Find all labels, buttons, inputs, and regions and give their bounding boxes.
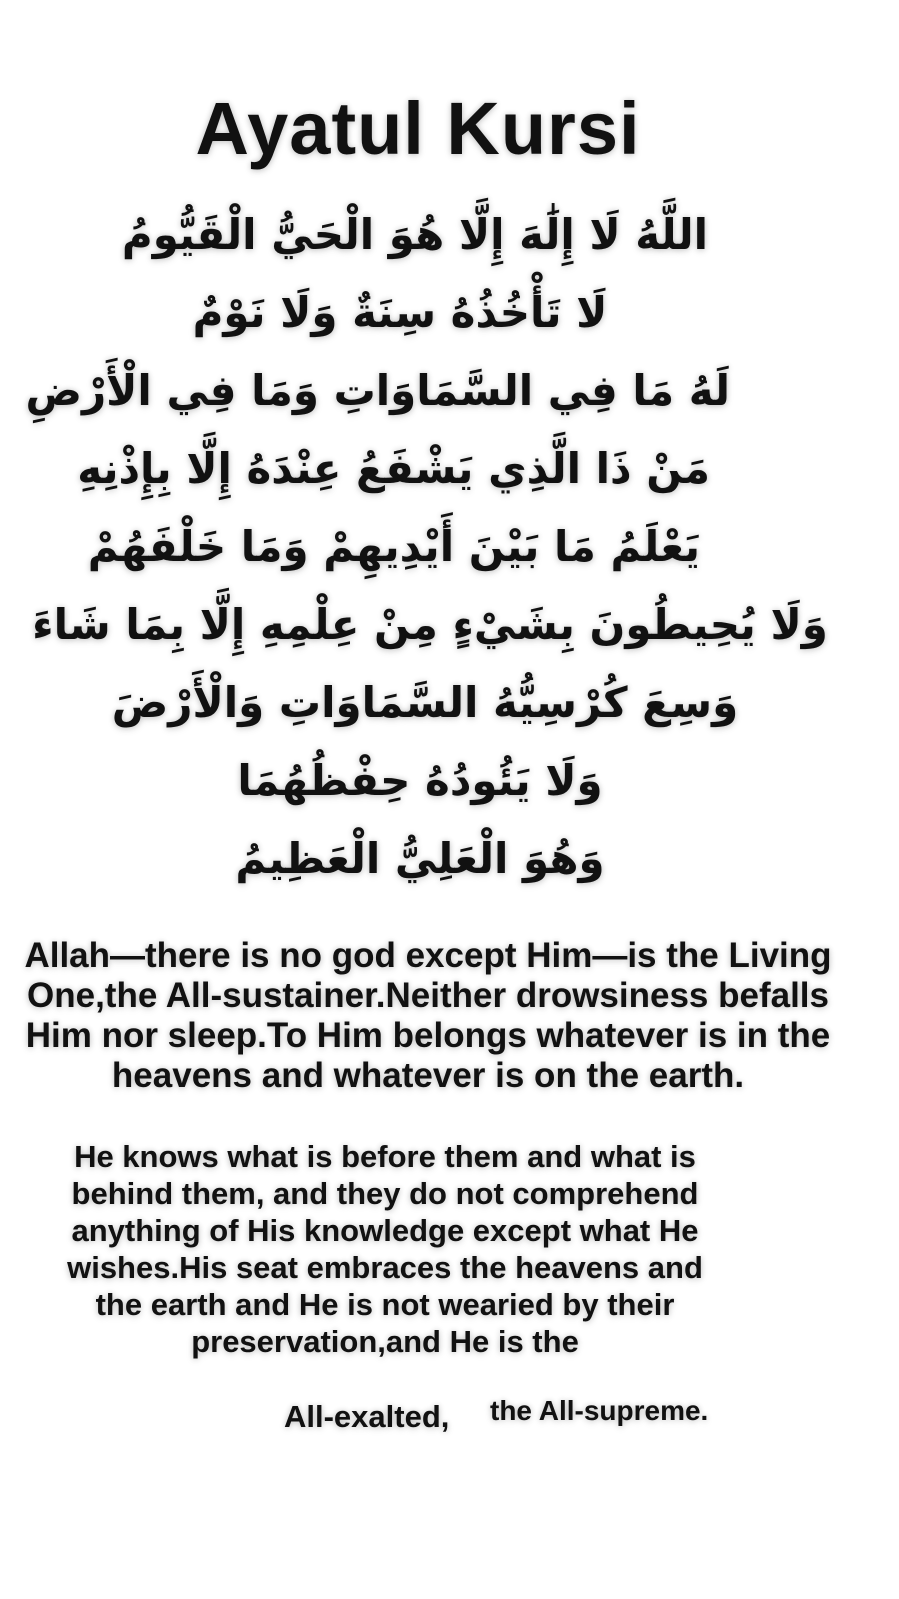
arabic-line-4: مَنْ ذَا الَّذِي يَشْفَعُ عِنْدَهُ إِلَّا بِإِذْنِهِ	[77, 444, 710, 493]
arabic-line-6: وَلَا يُحِيطُونَ بِشَيْءٍ مِنْ عِلْمِهِ إِلَّا بِمَا شَاءَ	[32, 600, 828, 649]
arabic-line-5: يَعْلَمُ مَا بَيْنَ أَيْدِيهِمْ وَمَا خَلْفَهُمْ	[87, 522, 700, 571]
arabic-line-3: لَهُ مَا فِي السَّمَاوَاتِ وَمَا فِي الْأَرْضِ	[25, 366, 730, 415]
translation-tail-b: the All-supreme.	[490, 1395, 709, 1426]
arabic-line-9: وَهُوَ الْعَلِيُّ الْعَظِيمُ	[235, 834, 605, 883]
arabic-line-1: اللَّهُ لَا إِلَٰهَ إِلَّا هُوَ الْحَيُّ الْقَيُّومُ	[121, 210, 709, 259]
translation-tail-a: All-exalted,	[284, 1399, 450, 1434]
page-title: Ayatul Kursi	[195, 86, 641, 170]
arabic-line-2: لَا تَأْخُذُهُ سِنَةٌ وَلَا نَوْمٌ	[192, 288, 608, 337]
translation-part-2: He knows what is before them and what is behind them, and they do not comprehend anything of His knowledge except what He wishes.His seat embraces the heavens and the earth and He is not wearied by their preservation,and He is the	[67, 1139, 703, 1359]
arabic-line-8: وَلَا يَئُودُهُ حِفْظُهُمَا	[237, 756, 603, 805]
arabic-line-7: وَسِعَ كُرْسِيُّهُ السَّمَاوَاتِ وَالْأَرْضَ	[111, 678, 739, 727]
translation-part-1: Allah—there is no god except Him—is the Living One,the All-sustainer.Neither drowsiness befalls Him nor sleep.To Him belongs whatever is in the heavens and whatever is on the earth.	[24, 936, 832, 1095]
